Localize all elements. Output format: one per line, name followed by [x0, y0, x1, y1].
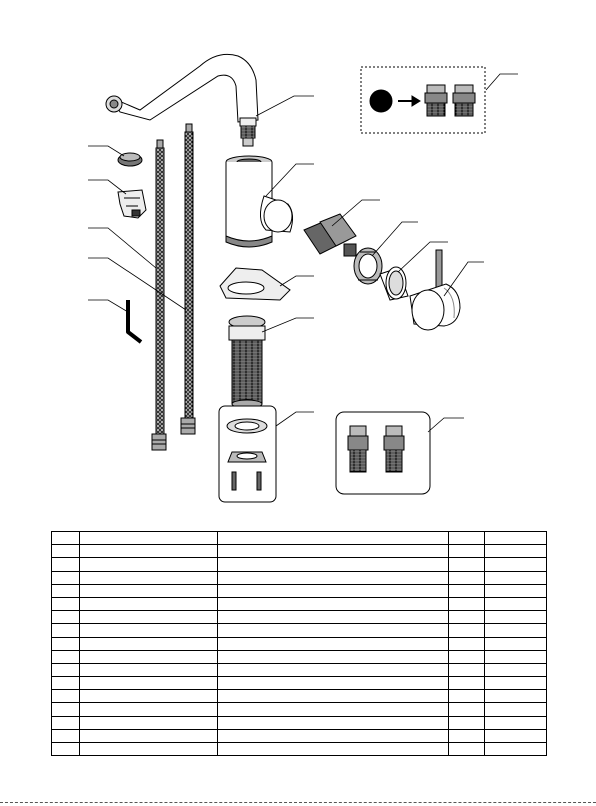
quantity-cell [449, 716, 485, 729]
item-number-cell [52, 597, 80, 610]
quantity-cell [449, 545, 485, 558]
remark-cell [485, 729, 547, 742]
cartridge-part [304, 214, 356, 256]
description-cell [218, 597, 449, 610]
description-cell [218, 690, 449, 703]
item-number-cell [52, 677, 80, 690]
part-code-cell [80, 743, 218, 756]
item-number-cell [52, 650, 80, 663]
item-number-cell [52, 584, 80, 597]
quantity-cell [449, 663, 485, 676]
leader-hose-long [88, 228, 156, 268]
part-code-cell [80, 703, 218, 716]
hex-key-part [128, 300, 141, 342]
spout-part [106, 54, 258, 146]
description-cell [218, 716, 449, 729]
description-cell [218, 532, 449, 545]
remark-cell [485, 624, 547, 637]
remark-cell [485, 690, 547, 703]
leader-lines [88, 74, 518, 432]
quantity-cell [449, 584, 485, 597]
item-number-cell [52, 729, 80, 742]
leader-nut [372, 222, 418, 256]
item-number-cell [52, 532, 80, 545]
table-row [52, 716, 547, 729]
table-row [52, 532, 547, 545]
remark-cell [485, 571, 547, 584]
remark-cell [485, 677, 547, 690]
table-row [52, 677, 547, 690]
quantity-cell [449, 690, 485, 703]
item-number-cell [52, 545, 80, 558]
part-code-cell [80, 650, 218, 663]
remark-cell [485, 597, 547, 610]
table-row [52, 571, 547, 584]
adapter-option-inset [361, 67, 485, 133]
remark-cell [485, 716, 547, 729]
table-row [52, 545, 547, 558]
table-row [52, 558, 547, 571]
description-cell [218, 703, 449, 716]
item-number-cell [52, 637, 80, 650]
leader-mounting-kit [276, 412, 314, 426]
base-plate-part [220, 268, 290, 300]
handle-lever-part [410, 250, 460, 330]
description-cell [218, 611, 449, 624]
quantity-cell [449, 624, 485, 637]
leader-shank [262, 318, 314, 332]
leader-spout [256, 96, 314, 116]
table-row [52, 584, 547, 597]
mounting-kit-part [219, 406, 276, 502]
description-cell [218, 624, 449, 637]
quantity-cell [449, 611, 485, 624]
item-number-cell [52, 571, 80, 584]
remark-cell [485, 703, 547, 716]
adapter-option-fitting-1 [425, 85, 447, 116]
description-cell [218, 663, 449, 676]
item-number-cell [52, 703, 80, 716]
parts-list-table [51, 531, 547, 756]
item-number-cell [52, 690, 80, 703]
item-number-cell [52, 558, 80, 571]
part-code-cell [80, 611, 218, 624]
leader-adapters [428, 418, 464, 432]
remark-cell [485, 650, 547, 663]
remark-cell [485, 545, 547, 558]
flexible-hose-short-part [181, 124, 195, 434]
table-row [52, 597, 547, 610]
quantity-cell [449, 729, 485, 742]
quantity-cell [449, 597, 485, 610]
table-row [52, 650, 547, 663]
quantity-cell [449, 637, 485, 650]
cover-ring-part [380, 267, 408, 300]
part-code-cell [80, 637, 218, 650]
part-code-cell [80, 597, 218, 610]
leader-body [266, 164, 314, 196]
description-cell [218, 677, 449, 690]
item-number-cell [52, 716, 80, 729]
part-code-cell [80, 558, 218, 571]
table-row [52, 703, 547, 716]
leader-aerator [88, 146, 124, 156]
leader-hex-key [88, 300, 128, 312]
part-code-cell [80, 584, 218, 597]
table-row [52, 611, 547, 624]
table-row [52, 690, 547, 703]
connector-adapters-part [336, 412, 430, 494]
quantity-cell [449, 677, 485, 690]
item-number-cell [52, 611, 80, 624]
description-cell [218, 743, 449, 756]
quantity-cell [449, 650, 485, 663]
item-number-cell [52, 743, 80, 756]
aerator-key-part [118, 190, 146, 218]
remark-cell [485, 558, 547, 571]
faucet-body-part [226, 156, 293, 247]
remark-cell [485, 663, 547, 676]
part-code-cell [80, 690, 218, 703]
item-number-cell [52, 624, 80, 637]
part-code-cell [80, 571, 218, 584]
cartridge-nut-part [354, 248, 382, 284]
remark-cell [485, 584, 547, 597]
quantity-cell [449, 558, 485, 571]
item-number-cell [52, 663, 80, 676]
remark-cell [485, 532, 547, 545]
remark-cell [485, 743, 547, 756]
table-row [52, 663, 547, 676]
part-code-cell [80, 716, 218, 729]
threaded-shank-part [229, 316, 265, 408]
leader-inset [486, 74, 518, 90]
description-cell [218, 545, 449, 558]
part-code-cell [80, 663, 218, 676]
adapter-option-fitting-2 [453, 85, 475, 116]
leader-hose-short [88, 258, 186, 310]
quantity-cell [449, 532, 485, 545]
quantity-cell [449, 571, 485, 584]
table-row [52, 637, 547, 650]
part-code-cell [80, 532, 218, 545]
description-cell [218, 584, 449, 597]
quantity-cell [449, 743, 485, 756]
remark-cell [485, 611, 547, 624]
leader-base-plate [280, 276, 314, 286]
part-code-cell [80, 677, 218, 690]
table-row [52, 729, 547, 742]
description-cell [218, 558, 449, 571]
description-cell [218, 571, 449, 584]
page-bottom-rule [0, 802, 596, 803]
description-cell [218, 729, 449, 742]
table-row [52, 743, 547, 756]
part-code-cell [80, 624, 218, 637]
remark-cell [485, 637, 547, 650]
part-code-cell [80, 729, 218, 742]
table-row [52, 624, 547, 637]
quantity-cell [449, 703, 485, 716]
part-code-cell [80, 545, 218, 558]
description-cell [218, 637, 449, 650]
description-cell [218, 650, 449, 663]
